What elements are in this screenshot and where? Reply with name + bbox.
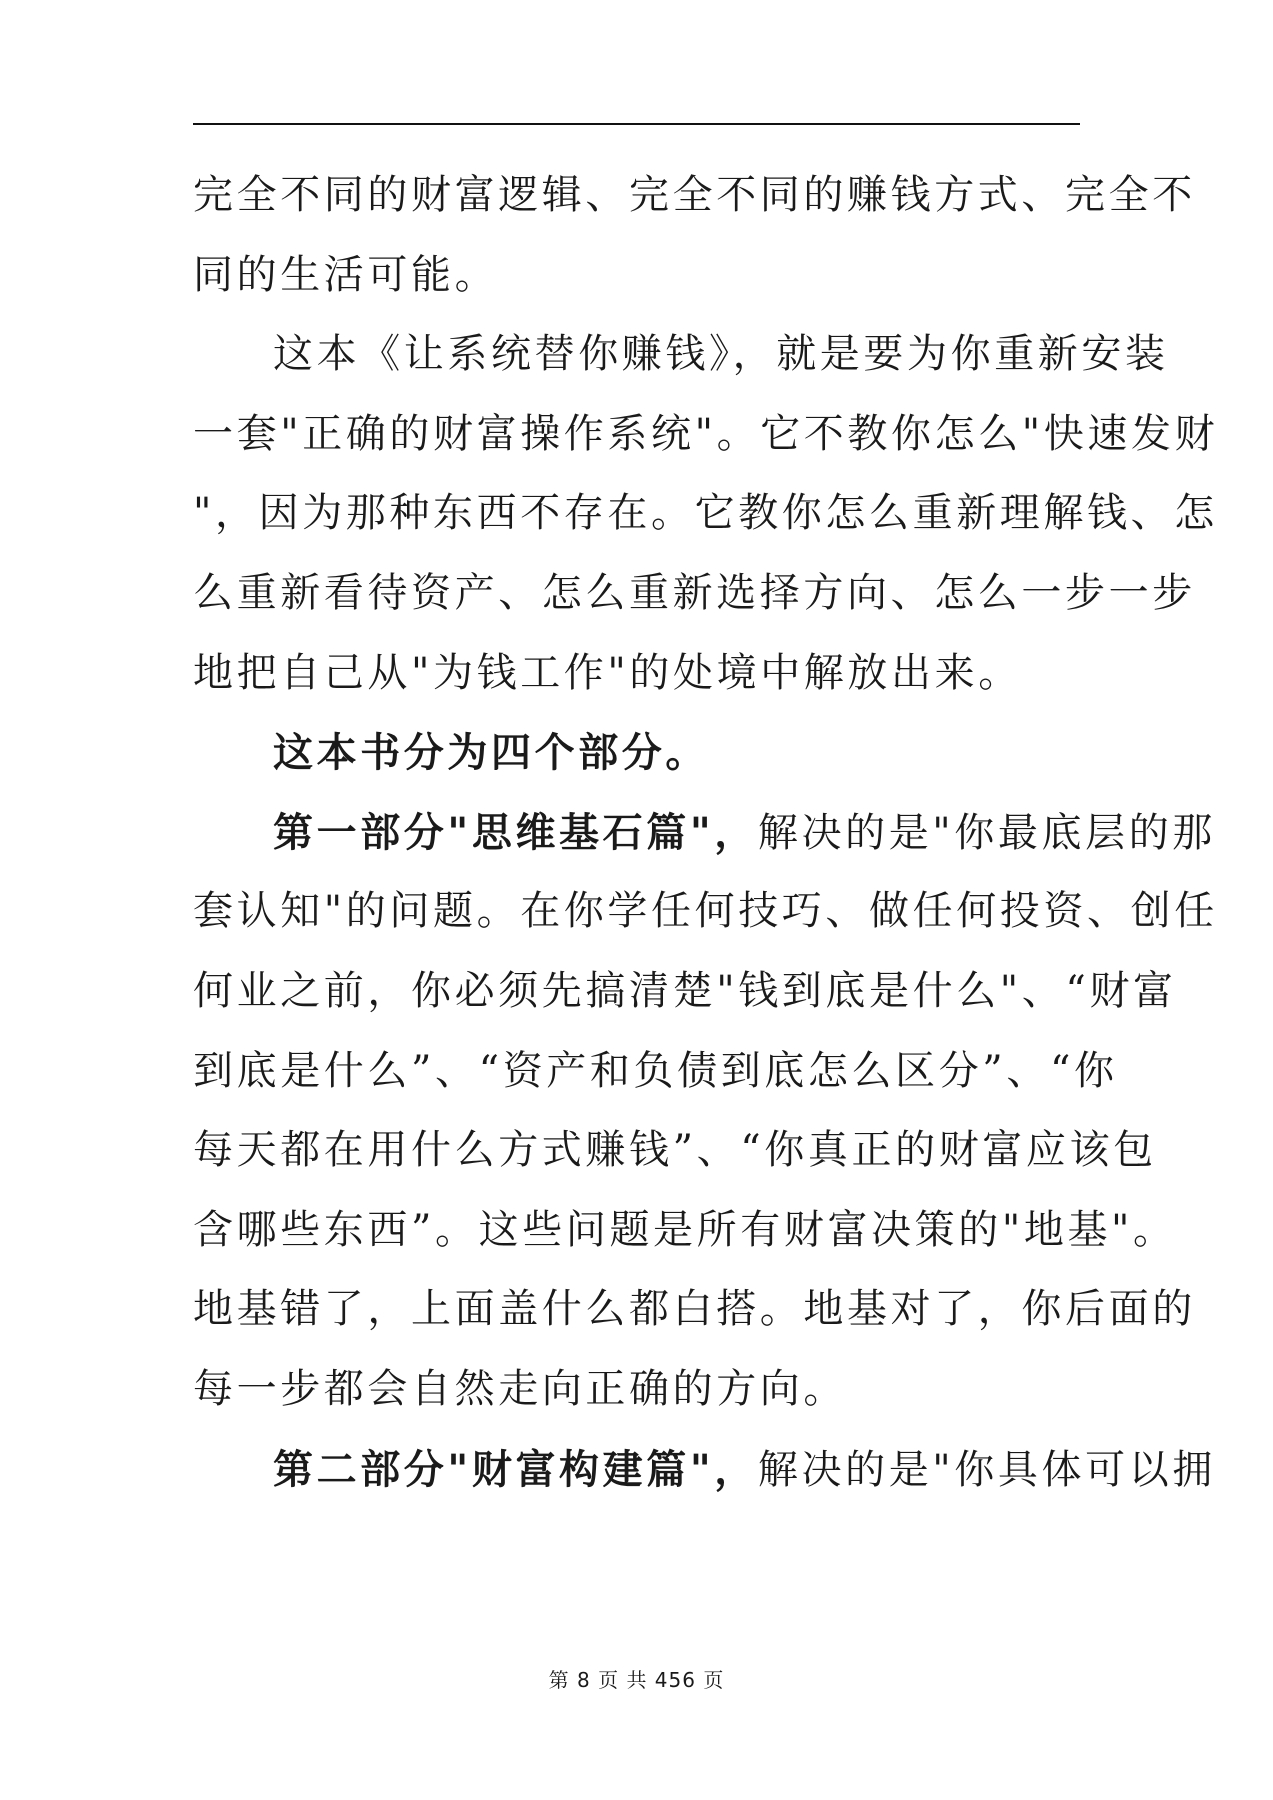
text-segment: 一套"正确的财富操作系统"。它不教你怎么"快速发财: [193, 410, 1219, 457]
text-line: [193, 1270, 1196, 1350]
text-line: [193, 474, 1218, 554]
section-intro-line: [193, 713, 1083, 793]
text-line: [193, 1111, 1157, 1191]
text-line: [193, 395, 1219, 475]
body-text: [193, 156, 1219, 1509]
text-segment: "，因为那种东西不存在。它教你怎么重新理解钱、怎: [193, 490, 1218, 537]
text-segment: 地基错了，上面盖什么都白搭。地基对了，你后面的: [193, 1286, 1196, 1333]
text-segment: 么重新看待资产、怎么重新选择方向、怎么一步一步: [193, 569, 1196, 616]
text-line: [193, 554, 1196, 634]
text-line: [193, 634, 1083, 714]
text-segment: 这本《让系统替你赚钱》，就是要为你重新安装: [273, 331, 1169, 378]
text-segment: 解决的是"你最底层的那: [757, 809, 1216, 856]
header-rule: [193, 123, 1080, 125]
text-segment-bold: 第一部分"思维基石篇"，: [273, 808, 758, 856]
text-line: [193, 1350, 1083, 1430]
text-segment: 地把自己从"为钱工作"的处境中解放出来。: [193, 649, 1022, 696]
text-line: [193, 315, 1169, 395]
text-segment: 每天都在用什么方式赚钱”、“你真正的财富应该包: [193, 1127, 1157, 1174]
text-segment: 每一步都会自然走向正确的方向。: [193, 1365, 847, 1412]
text-line: [193, 1191, 1177, 1271]
text-line: [193, 236, 1083, 316]
text-segment: 何业之前，你必须先搞清楚"钱到底是什么"、“财富: [193, 967, 1177, 1014]
text-segment: 完全不同的财富逻辑、完全不同的赚钱方式、完全不: [193, 172, 1196, 218]
text-line: [193, 1032, 1118, 1112]
text-segment: 到底是什么”、“资产和负债到底怎么区分”、“你: [193, 1047, 1118, 1094]
text-line: [193, 952, 1177, 1032]
part-two-heading-line: [193, 1430, 1216, 1510]
text-segment: 套认知"的问题。在你学任何技巧、做任何投资、创任: [193, 888, 1218, 935]
text-segment: 含哪些东西”。这些问题是所有财富决策的"地基"。: [193, 1206, 1177, 1253]
text-segment-bold: 第二部分"财富构建篇"，: [273, 1445, 758, 1493]
part-one-heading-line: [193, 793, 1216, 873]
text-line: [193, 872, 1218, 952]
text-segment: 解决的是"你具体可以拥: [757, 1446, 1216, 1493]
text-segment: 同的生活可能。: [193, 251, 499, 298]
page-number: 第 8 页 共 456 页: [548, 1668, 725, 1692]
text-segment-bold: 这本书分为四个部分。: [273, 729, 709, 777]
text-line: [193, 156, 1196, 236]
